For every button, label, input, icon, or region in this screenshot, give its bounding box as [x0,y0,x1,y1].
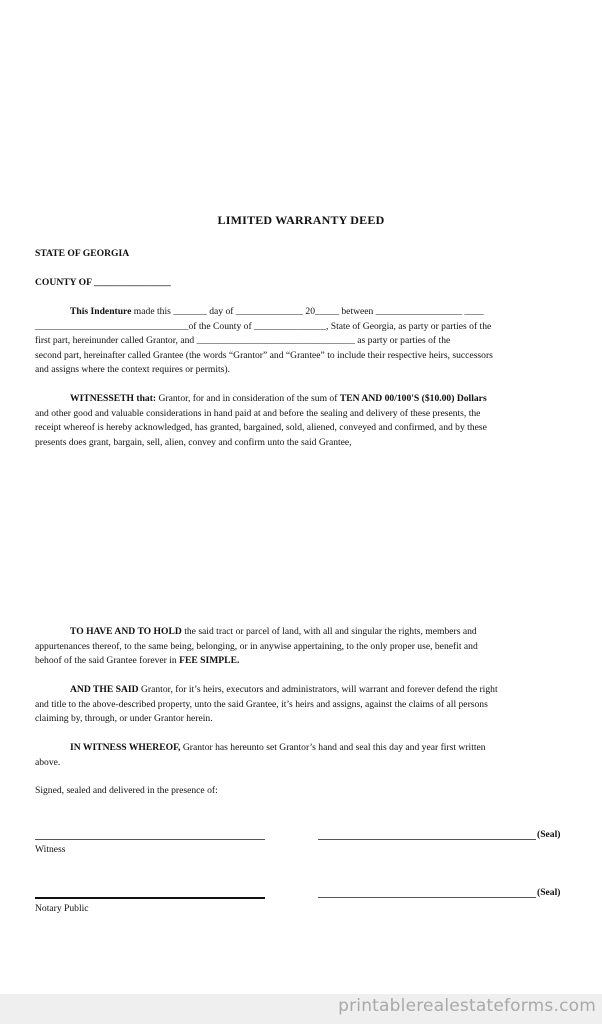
warranty-bold: AND THE SAID [70,684,139,695]
indenture-line-1 [70,305,484,320]
witness-signature-line[interactable] [35,839,265,840]
seal-label-2: (Seal) [537,887,561,898]
witness-whereof-line-1 [70,741,486,756]
footer-bar [0,994,602,1024]
habendum-line-1-text: the said tract or parcel of land, with all and singular the rights, members and [181,626,477,637]
county-label-text: COUNTY OF [35,277,92,288]
seal-label-1: (Seal) [537,829,561,840]
witness-whereof-bold: IN WITNESS WHEREOF, [70,742,181,753]
witnesseth-bold: WITNESSETH that: [70,393,157,404]
habendum-line-3-text: behoof of the said Grantee forever in [35,655,180,666]
indenture-line-3: first part, hereinunder called Grantor, and _________________________________ as party or parties of the [35,335,451,346]
fee-simple: FEE SIMPLE. [179,655,240,666]
signed-statement: Signed, sealed and delivered in the presence of: [35,785,218,796]
indenture-line-1-text: made this _______ day of ______________ 20_____ between __________________ ____ [131,306,484,317]
state-label: STATE OF GEORGIA [35,248,130,259]
warranty-line-3: claiming by, through, or under Grantor herein. [35,713,213,724]
consideration-amount: TEN AND 00/100'S ($10.00) Dollars [339,393,487,404]
indenture-line-2: ________________________________of the County of _______________, State of Georgia, as party or parties of the [35,320,492,332]
county-blank: ________________ [94,277,171,288]
grantor-signature-line-1[interactable] [318,839,536,840]
witness-whereof-line-2: above. [35,756,61,768]
indenture-line-5: and assigns where the context requires or permits). [35,364,231,375]
habendum-line-2: appurtenances thereof, to the same being, belonging, or in anywise appertaining, to the only proper use, benefit and [35,640,478,652]
warranty-line-2: and title to the above-described property, unto the said Grantee, it’s heirs and assigns, against the claims of all persons [35,698,488,710]
habendum-line-3 [35,654,239,669]
witnesseth-line-1-text: Grantor, for and in consideration of the sum of [156,393,340,404]
habendum-line-1 [70,625,477,640]
document-title: LIMITED WARRANTY DEED [217,213,385,227]
warranty-line-1-text: Grantor, for it’s heirs, executors and administrators, will warrant and forever defend the right [138,684,498,695]
footer-brand-watermark[interactable]: printablerealestateforms.com [338,996,596,1016]
witness-whereof-line-1-text: Grantor has hereunto set Grantor’s hand and seal this day and year first written [180,742,486,753]
county-label [35,276,171,291]
warranty-line-1 [70,683,498,698]
witnesseth-line-2: and other good and valuable considerations in hand paid at and before the sealing and delivery of these presents, the [35,407,481,419]
indenture-line-4: second part, hereinafter called Grantee (the words “Grantor” and “Grantee” to include their respective heirs, successors [35,349,493,361]
witnesseth-line-3: receipt whereof is hereby acknowledged, has granted, bargained, sold, aliened, conveyed and confirmed, and by these [35,422,487,433]
witnesseth-line-4: presents does grant, bargain, sell, alien, convey and confirm unto the said Grantee, [35,436,352,448]
notary-signature-line[interactable] [35,897,265,899]
witness-label: Witness [35,844,66,855]
indenture-bold: This Indenture [70,306,132,317]
notary-label: Notary Public [35,903,89,914]
habendum-bold: TO HAVE AND TO HOLD [70,626,182,637]
witnesseth-line-1 [70,392,487,407]
grantor-signature-line-2[interactable] [318,897,536,898]
